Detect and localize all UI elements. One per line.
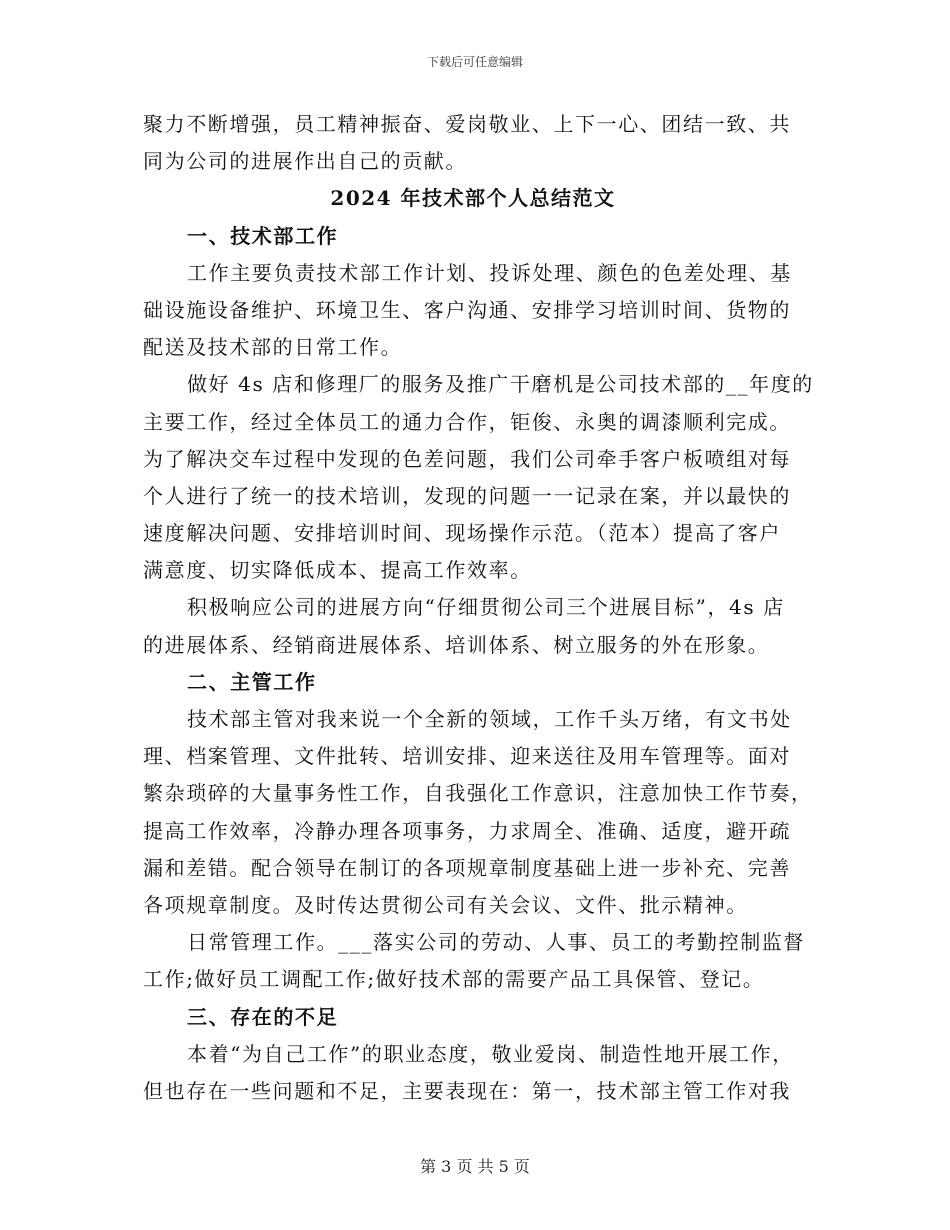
- body-line: 提高工作效率，冷静办理各项事务，力求周全、准确、适度，避开疏: [143, 818, 791, 843]
- body-line: 理、档案管理、文件批转、培训安排、迎来送往及用车管理等。面对: [143, 744, 791, 769]
- document-body: [143, 106, 814, 1110]
- body-line: 繁杂琐碎的大量事务性工作，自我强化工作意识，注意加快工作节奏，: [143, 781, 813, 806]
- body-line: 各项规章制度。及时传达贯彻公司有关会议、文件、批示精神。: [143, 892, 748, 917]
- body-line: 聚力不断增强，员工精神振奋、爱岗敬业、上下一心、团结一致、共: [143, 112, 791, 136]
- document-title: 2024 年技术部个人总结范文: [330, 186, 616, 211]
- body-line: 同为公司的进展作出自己的贡献。: [143, 149, 467, 174]
- body-line: 满意度、切实降低成本、提高工作效率。: [143, 558, 532, 583]
- page-footer: 第 3 页 共 5 页: [420, 1157, 530, 1176]
- body-line: 工作主要负责技术部工作计划、投诉处理、颜色的色差处理、基: [187, 260, 792, 285]
- body-line: 积极响应公司的进展方向“仔细贯彻公司三个进展目标”，4s 店: [187, 595, 785, 620]
- body-line: 的进展体系、经销商进展体系、培训体系、树立服务的外在形象。: [143, 632, 770, 657]
- body-line: 漏和差错。配合领导在制订的各项规章制度基础上进一步补充、完善: [143, 855, 791, 880]
- body-line: 本着“为自己工作”的职业态度，敬业爱岗、制造性地开展工作，: [187, 1041, 794, 1066]
- section-heading-2: 二、主管工作: [187, 669, 317, 694]
- body-line: 日常管理工作。___落实公司的劳动、人事、员工的考勤控制监督: [187, 930, 805, 955]
- body-line: 为了解决交车过程中发现的色差问题，我们公司牵手客户板喷组对每: [143, 446, 791, 471]
- section-heading-3: 三、存在的不足: [187, 1004, 339, 1029]
- body-line: 但也存在一些问题和不足，主要表现在：第一，技术部主管工作对我: [143, 1078, 791, 1103]
- section-heading-1: 一、技术部工作: [187, 223, 339, 248]
- body-line: 工作;做好员工调配工作;做好技术部的需要产品工具保管、登记。: [143, 967, 765, 992]
- body-line: 个人进行了统一的技术培训，发现的问题一一记录在案，并以最快的: [143, 483, 791, 508]
- body-line: 配送及技术部的日常工作。: [143, 335, 403, 360]
- body-line: 速度解决问题、安排培训时间、现场操作示范。（范本）提高了客户: [143, 521, 781, 546]
- page-header: 下载后可任意编辑: [426, 55, 523, 69]
- body-line: 做好 4s 店和修理厂的服务及推广干磨机是公司技术部的__年度的: [187, 372, 814, 397]
- body-line: 主要工作，经过全体员工的通力合作，钜俊、永奥的调漆顺利完成。: [143, 409, 791, 434]
- body-line: 础设施设备维护、环境卫生、客户沟通、安排学习培训时间、货物的: [143, 297, 791, 322]
- body-line: 技术部主管对我来说一个全新的领域，工作千头万绪，有文书处: [187, 707, 792, 731]
